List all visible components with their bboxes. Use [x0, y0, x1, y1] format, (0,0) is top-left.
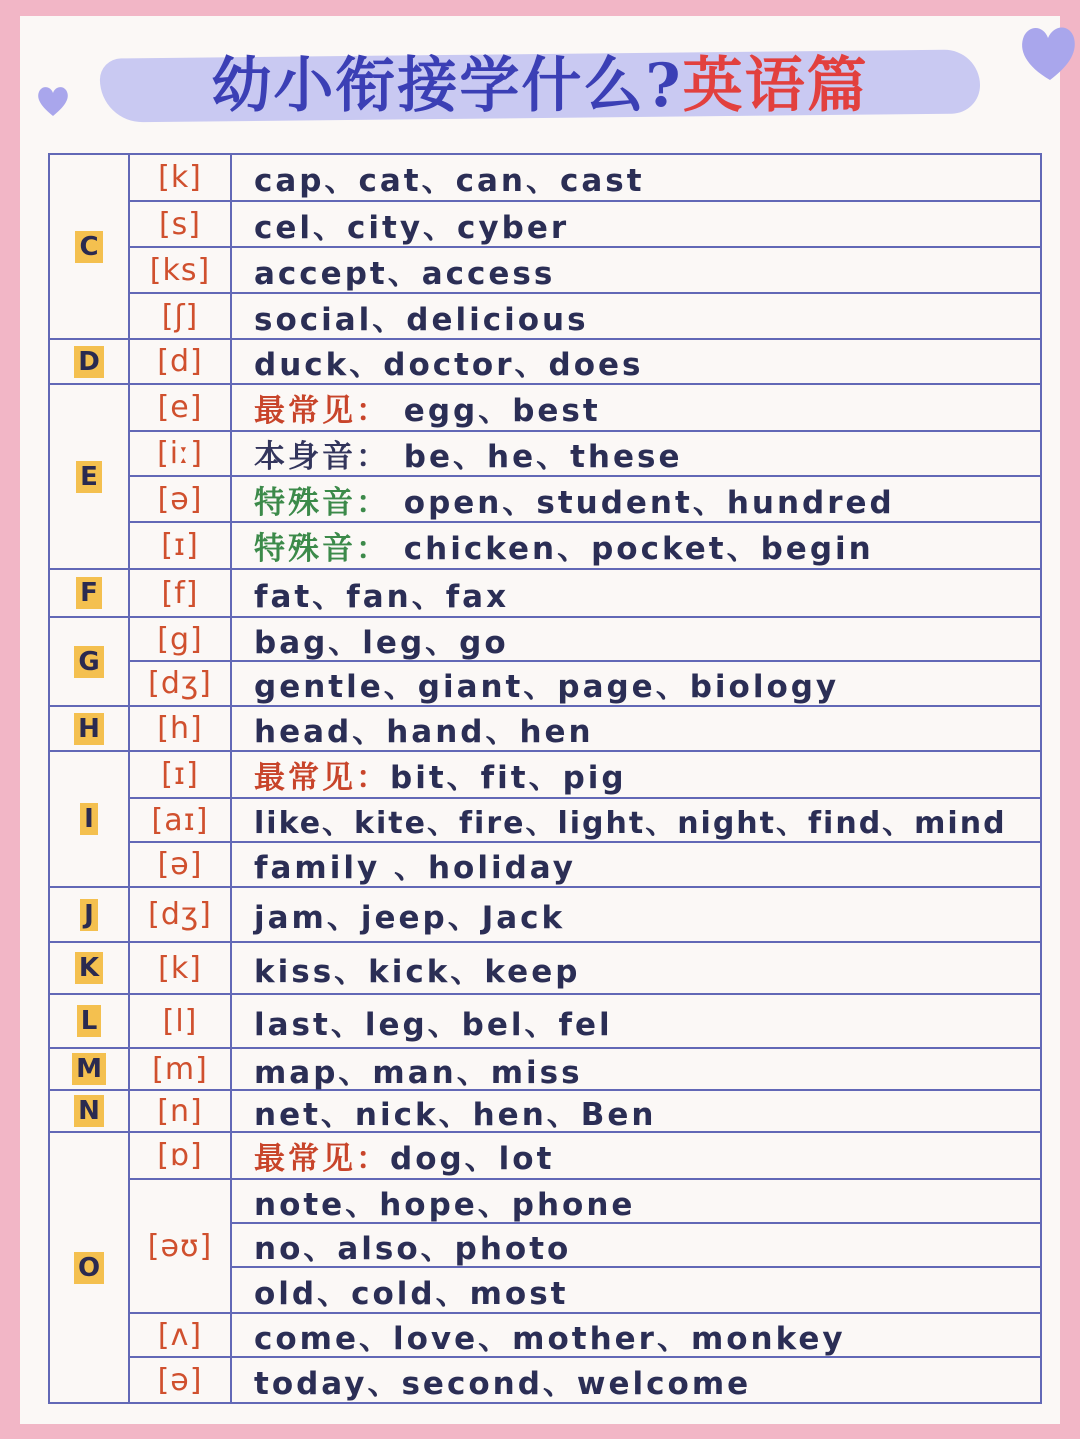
table-row	[130, 888, 1040, 941]
ipa-symbol: [ə]	[130, 843, 232, 886]
example-words	[232, 1133, 1040, 1178]
example-words	[232, 385, 1040, 430]
letter-cell	[50, 155, 130, 338]
ipa-symbol: [ʌ]	[130, 1314, 232, 1356]
example-words: old、cold、most	[232, 1266, 1040, 1312]
group-c	[50, 155, 1040, 340]
row-label: 特殊音：	[254, 484, 390, 521]
table-row	[130, 943, 1040, 993]
table-row	[130, 1049, 1040, 1089]
letter-cell	[50, 1049, 130, 1089]
ipa-symbol: [k]	[130, 943, 232, 993]
group-i	[50, 752, 1040, 888]
ipa-symbol: [iː]	[130, 432, 232, 475]
heart-icon	[34, 84, 72, 118]
example-words: last、leg、bel、fel	[254, 1006, 613, 1043]
example-words: map、man、miss	[254, 1054, 583, 1091]
example-words: fat、fan、fax	[254, 578, 510, 615]
row-label: 最常见：	[254, 1141, 390, 1177]
letter-cell	[50, 888, 130, 941]
example-words: kiss、kick、keep	[254, 953, 581, 990]
ipa-symbol: [k]	[130, 155, 232, 200]
example-words: like、kite、fire、light、night、find、mind	[254, 806, 1007, 841]
example-words: cap、cat、can、cast	[254, 163, 645, 199]
table-row	[130, 843, 1040, 886]
title-part-2: 英语篇	[682, 51, 869, 121]
letter-badge: C	[75, 231, 102, 263]
example-words: net、nick、hen、Ben	[254, 1096, 657, 1133]
letter-badge: K	[75, 952, 103, 984]
example-words: jam、jeep、Jack	[254, 900, 566, 936]
ipa-symbol: [ə]	[130, 1358, 232, 1402]
letter-badge: G	[74, 646, 103, 678]
table-row	[130, 523, 1040, 568]
example-words: head、hand、hen	[254, 714, 594, 750]
heart-icon	[1010, 14, 1080, 84]
group-d	[50, 340, 1040, 385]
table-row	[130, 570, 1040, 616]
table-row	[130, 1091, 1040, 1131]
row-label: 本身音：	[254, 439, 390, 475]
example-words: today、second、welcome	[254, 1365, 752, 1402]
group-n	[50, 1091, 1040, 1133]
table-row-merged	[130, 1180, 1040, 1314]
table-row	[130, 432, 1040, 477]
letter-cell	[50, 340, 130, 383]
table-row	[130, 385, 1040, 432]
table-row	[130, 1358, 1040, 1402]
table-row	[130, 618, 1040, 662]
group-f	[50, 570, 1040, 618]
letter-badge: E	[76, 461, 102, 493]
ipa-symbol: [m]	[130, 1049, 232, 1089]
group-l	[50, 995, 1040, 1049]
words-text: be、he、these	[403, 439, 683, 475]
row-label: 最常见：	[254, 760, 390, 796]
example-words: accept、access	[254, 255, 556, 292]
ipa-symbol: [ʃ]	[130, 294, 232, 338]
table-row	[130, 662, 1040, 705]
ipa-symbol: [ə]	[130, 477, 232, 521]
merged-lines	[232, 1180, 1040, 1312]
letter-badge: I	[80, 803, 98, 835]
letter-badge: L	[77, 1005, 102, 1037]
letter-cell	[50, 1091, 130, 1131]
phonics-table	[48, 153, 1042, 1404]
letter-cell	[50, 752, 130, 886]
example-words: gentle、giant、page、biology	[254, 669, 840, 705]
example-words: cel、city、cyber	[254, 209, 570, 246]
letter-cell	[50, 618, 130, 705]
words-text: egg、best	[403, 393, 601, 429]
table-row	[130, 155, 1040, 202]
words-text: chicken、pocket、begin	[403, 531, 874, 567]
example-words: bag、leg、go	[254, 624, 509, 661]
letter-cell	[50, 1133, 130, 1402]
table-row	[130, 477, 1040, 523]
letter-cell	[50, 385, 130, 568]
row-label: 特殊音：	[254, 531, 390, 567]
ipa-symbol: [dʒ]	[130, 888, 232, 941]
letter-cell	[50, 570, 130, 616]
ipa-symbol: [l]	[130, 995, 232, 1047]
ipa-symbol: [əʊ]	[130, 1180, 232, 1312]
group-e	[50, 385, 1040, 570]
table-row	[130, 799, 1040, 843]
example-words	[232, 523, 1040, 568]
ipa-symbol: [g]	[130, 618, 232, 660]
table-row	[130, 752, 1040, 799]
letter-badge: H	[74, 713, 104, 745]
words-text: dog、lot	[390, 1141, 555, 1177]
words-text: bit、fit、pig	[390, 760, 627, 796]
letter-cell	[50, 943, 130, 993]
table-row	[130, 202, 1040, 248]
ipa-symbol: [ɪ]	[130, 752, 232, 797]
title-banner	[90, 40, 990, 132]
ipa-symbol: [h]	[130, 707, 232, 750]
ipa-symbol: [ks]	[130, 248, 232, 292]
letter-badge: J	[80, 899, 98, 931]
example-words	[232, 752, 1040, 797]
ipa-symbol: [ɪ]	[130, 523, 232, 568]
letter-badge: F	[76, 577, 102, 609]
example-words: no、also、photo	[254, 1230, 572, 1267]
table-row	[130, 1133, 1040, 1180]
example-words: come、love、mother、monkey	[254, 1320, 846, 1357]
group-m	[50, 1049, 1040, 1091]
ipa-symbol: [f]	[130, 570, 232, 616]
ipa-symbol: [aɪ]	[130, 799, 232, 841]
ipa-symbol: [dʒ]	[130, 662, 232, 705]
table-row	[130, 1314, 1040, 1358]
words-text: open、student、hundred	[403, 484, 895, 521]
group-j	[50, 888, 1040, 943]
example-words: family 、holiday	[254, 850, 576, 886]
row-label: 最常见：	[254, 393, 390, 429]
example-words: social、delicious	[254, 301, 589, 338]
table-row	[130, 340, 1040, 383]
letter-badge: M	[72, 1053, 106, 1085]
letter-badge: N	[74, 1095, 104, 1127]
group-g	[50, 618, 1040, 707]
table-row	[130, 707, 1040, 750]
example-words	[232, 477, 1040, 522]
letter-badge: D	[74, 346, 104, 378]
ipa-symbol: [e]	[130, 385, 232, 430]
example-words: note、hope、phone	[232, 1180, 1040, 1224]
title-part-1: 幼小衔接学什么?	[211, 51, 683, 121]
ipa-symbol: [n]	[130, 1091, 232, 1131]
table-row	[130, 248, 1040, 294]
ipa-symbol: [d]	[130, 340, 232, 383]
table-row	[130, 294, 1040, 338]
group-h	[50, 707, 1040, 752]
ipa-symbol: [s]	[130, 202, 232, 246]
group-k	[50, 943, 1040, 995]
table-row	[130, 995, 1040, 1047]
letter-badge: O	[74, 1252, 104, 1284]
letter-cell	[50, 995, 130, 1047]
group-o	[50, 1133, 1040, 1402]
page-title	[90, 40, 990, 132]
ipa-symbol: [ɒ]	[130, 1133, 232, 1178]
example-words	[232, 431, 1040, 476]
example-words: duck、doctor、does	[254, 347, 644, 383]
letter-cell	[50, 707, 130, 750]
